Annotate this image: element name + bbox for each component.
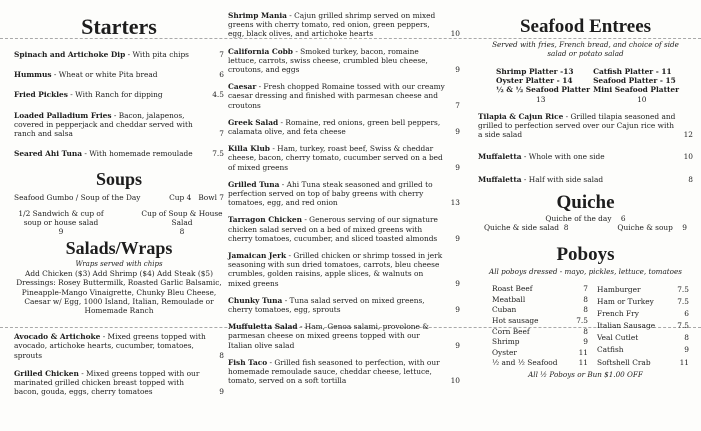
salads-wraps-heading: Salads/Wraps xyxy=(65,238,173,259)
menu-item: Grilled Chicken - Mixed greens topped with our marinated grilled chicken breast topped with bacon, gouda, eggs, cherry tomatoes 9 xyxy=(14,368,224,397)
list-item: ½ and ½ Seafood 11 xyxy=(492,358,588,368)
menu-item: Shrimp Mania - Cajun grilled shrimp served on mixed greens with cherry tomato, red onion, green peppers, egg, black olives, and artichoke hearts 10 xyxy=(228,11,460,39)
platters-right: Catfish Platter - 11 Seafood Platter - 15 Mini Seafood Platter 10 xyxy=(593,67,679,104)
salad-dressings: Dressings: Rosey Buttermilk, Roasted Garlic Balsamic, Pineapple-Mango Vinaigrette, Chunky Bleu Cheese, Caesar w/ Egg, 1000 Island, Italian, Remoulade or Homemade Ranch xyxy=(16,278,222,316)
list-item: Italian Sausage 7.5 xyxy=(597,321,689,331)
menu-item: Killa Klub - Ham, turkey, roast beef, Swiss & cheddar cheese, bacon, cherry tomato, cucumber served on a bed of mixed greens 9 xyxy=(228,144,460,172)
column-middle xyxy=(228,11,460,386)
list-item: Oyster 11 xyxy=(492,347,588,357)
list-item: Veal Cutlet 8 xyxy=(597,333,689,343)
menu-item: Chunky Tuna - Tuna salad served on mixed greens, cherry tomatoes, egg, sprouts 9 xyxy=(228,295,460,315)
quiche-of-day: Quiche of the day 6 xyxy=(545,213,626,223)
list-item: Roast Beef 7 xyxy=(492,284,588,294)
soups-heading: Soups xyxy=(95,169,143,190)
platters-left: Shrimp Platter -13 Oyster Platter - 14 ½ & ½ Seafood Platter 13 xyxy=(496,67,590,104)
poboy-list-left xyxy=(492,284,588,369)
poboys-heading: Poboys xyxy=(556,244,615,266)
column-right xyxy=(478,0,693,379)
menu-item: Fish Taco - Grilled fish seasoned to perfection, with our homemade remoulade sauce, cheddar cheese, lettuce, tomato, served on a soft tortilla 10 xyxy=(228,357,460,386)
menu-item: Muffuletta Salad - Ham, Genoa salami, provolone & parmesan cheese on mixed greens topped with our Italian olive salad 9 xyxy=(228,322,460,350)
menu-item: Muffaletta - Whole with one side 10 xyxy=(478,152,693,162)
poboys-footer: All ½ Poboys or Bun $1.00 OFF xyxy=(528,369,643,379)
seafood-platters xyxy=(478,67,693,104)
list-item: Hamburger 7.5 xyxy=(597,284,689,294)
menu-item: Hummus - Wheat or white Pita bread 6 xyxy=(14,70,224,80)
salad-addons: Add Chicken ($3) Add Shrimp ($4) Add Steak ($5) xyxy=(25,269,213,279)
seafood-heading: Seafood Entrees xyxy=(519,16,652,37)
list-item: French Fry 6 xyxy=(597,309,689,319)
menu-item: Greek Salad - Romaine, red onions, green bell peppers, calamata olive, and feta cheese 9 xyxy=(228,117,460,137)
list-item: Cuban 8 xyxy=(492,305,588,315)
menu-item: Jamaican Jerk - Grilled chicken or shrimp tossed in jerk seasoning with sun dried tomatoes, carrots, bleu cheese crumbles, golden raisins, apple slices, & walnuts on mixed greens 9 xyxy=(228,251,460,288)
menu-item: Seared Ahi Tuna - With homemade remoulade 7.5 xyxy=(14,149,224,159)
soup-combo-sandwich: 1/2 Sandwich & cup of soup or house salad 9 xyxy=(18,208,104,237)
quiche-combos: Quiche & side salad 8 Quiche & soup 9 xyxy=(484,223,687,233)
poboys-note: All poboys dressed - mayo, pickles, lettuce, tomatoes xyxy=(489,267,682,277)
list-item: Hot sausage 7.5 xyxy=(492,316,588,326)
list-item: Corn Beef 8 xyxy=(492,326,588,336)
menu-item: Loaded Palladium Fries - Bacon, jalapenos, covered in pepperjack and cheddar served with ranch and salsa 7 xyxy=(14,110,224,139)
menu-item: Fried Pickles - With Ranch for dipping 4.5 xyxy=(14,90,224,100)
soup-combo-salad: Cup of Soup & House Salad 8 xyxy=(141,208,223,237)
menu-item: Caesar - Fresh chopped Romaine tossed with our creamy caesar dressing and finished with parmesan cheese and croutons 7 xyxy=(228,82,460,110)
list-item: Ham or Turkey 7.5 xyxy=(597,297,689,307)
starters-heading: Starters xyxy=(81,14,157,39)
menu-item: Muffaletta - Half with side salad 8 xyxy=(478,174,693,184)
wraps-note: Wraps served with chips xyxy=(75,260,163,269)
list-item: Catfish 9 xyxy=(597,345,689,355)
menu-item: Spinach and Artichoke Dip - With pita chips 7 xyxy=(14,50,224,59)
menu-item: Tarragon Chicken - Generous serving of our signature chicken salad served on a bed of mixed greens with cherry tomatoes, cucumber, and sliced toasted almonds 9 xyxy=(228,215,460,243)
seafood-note: Served with fries, French bread, and choice of side salad or potato salad xyxy=(492,40,679,58)
soup-gumbo-row: Seafood Gumbo / Soup of the Day Cup 4 Bowl 7 xyxy=(14,193,224,203)
list-item: Shrimp 9 xyxy=(492,337,588,347)
menu-item: Grilled Tuna - Ahi Tuna steak seasoned and grilled to perfection served on top of baby greens with cherry tomatoes, egg, and red onion 13 xyxy=(228,179,460,208)
poboy-lists xyxy=(478,284,693,369)
menu-item: Avocado & Artichoke - Mixed greens topped with avocado, artichoke hearts, cucumber, tomatoes, sprouts 8 xyxy=(14,332,224,360)
list-item: Softshell Crab 11 xyxy=(597,357,689,367)
soup-combos xyxy=(14,209,224,237)
poboy-list-right xyxy=(597,284,689,369)
column-left xyxy=(14,0,224,396)
quiche-heading: Quiche xyxy=(556,191,615,213)
menu-item: California Cobb - Smoked turkey, bacon, romaine lettuce, carrots, swiss cheese, crumbled bleu cheese, croutons, and eggs 9 xyxy=(228,46,460,75)
menu-item: Tilapia & Cajun Rice - Grilled tilapia seasoned and grilled to perfection served over our Cajun rice with a side salad 12 xyxy=(478,111,693,140)
list-item: Meatball 8 xyxy=(492,294,588,304)
